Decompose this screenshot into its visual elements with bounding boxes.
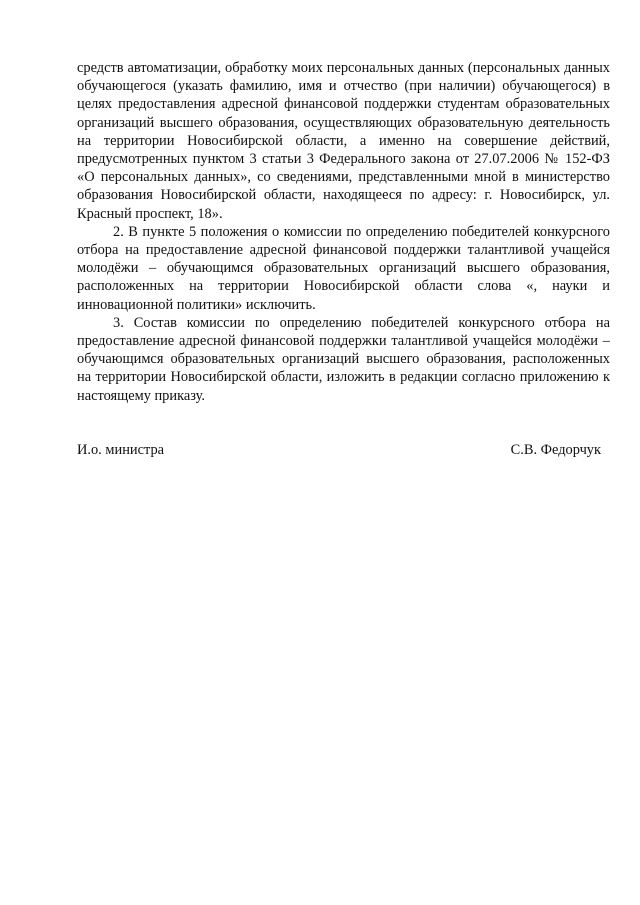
paragraph-item-2: 2. В пункте 5 положения о комиссии по определению победителей конкурсного отбора на предоставление адресной финансовой поддержки талантливой учащейся молодёжи – обучающимся образовательных организаций высшего образования, расположенных на территории Новосибирской области слова «, науки и инновационной политики» исключить. [77,223,610,313]
document-body [77,59,610,405]
signature-block [77,441,601,459]
signatory-name: С.В. Федорчук [510,442,601,458]
paragraph-item-3: 3. Состав комиссии по определению победителей конкурсного отбора на предоставление адресной финансовой поддержки талантливой учащейся молодёжи – обучающимся образовательных организаций высшего образования, расположенных на территории Новосибирской области, изложить в редакции согласно приложению к настоящему приказу. [77,314,610,404]
signatory-position: И.о. министра [77,442,165,458]
paragraph-consent-text: средств автоматизации, обработку моих персональных данных (персональных данных обучающегося (указать фамилию, имя и отчество (при наличии) обучающегося) в целях предоставления адресной финансовой поддержки студентам образовательных организаций высшего образования, осуществляющих образовательную деятельность на территории Новосибирской области, а именно на совершение действий, предусмотренных пунктом 3 статьи 3 Федерального закона от 27.07.2006 № 152-ФЗ «О персональных данных», со сведениями, представленными мной в министерство образования Новосибирской области, находящееся по адресу: г. Новосибирск, ул. Красный проспект, 18». [77,60,610,222]
